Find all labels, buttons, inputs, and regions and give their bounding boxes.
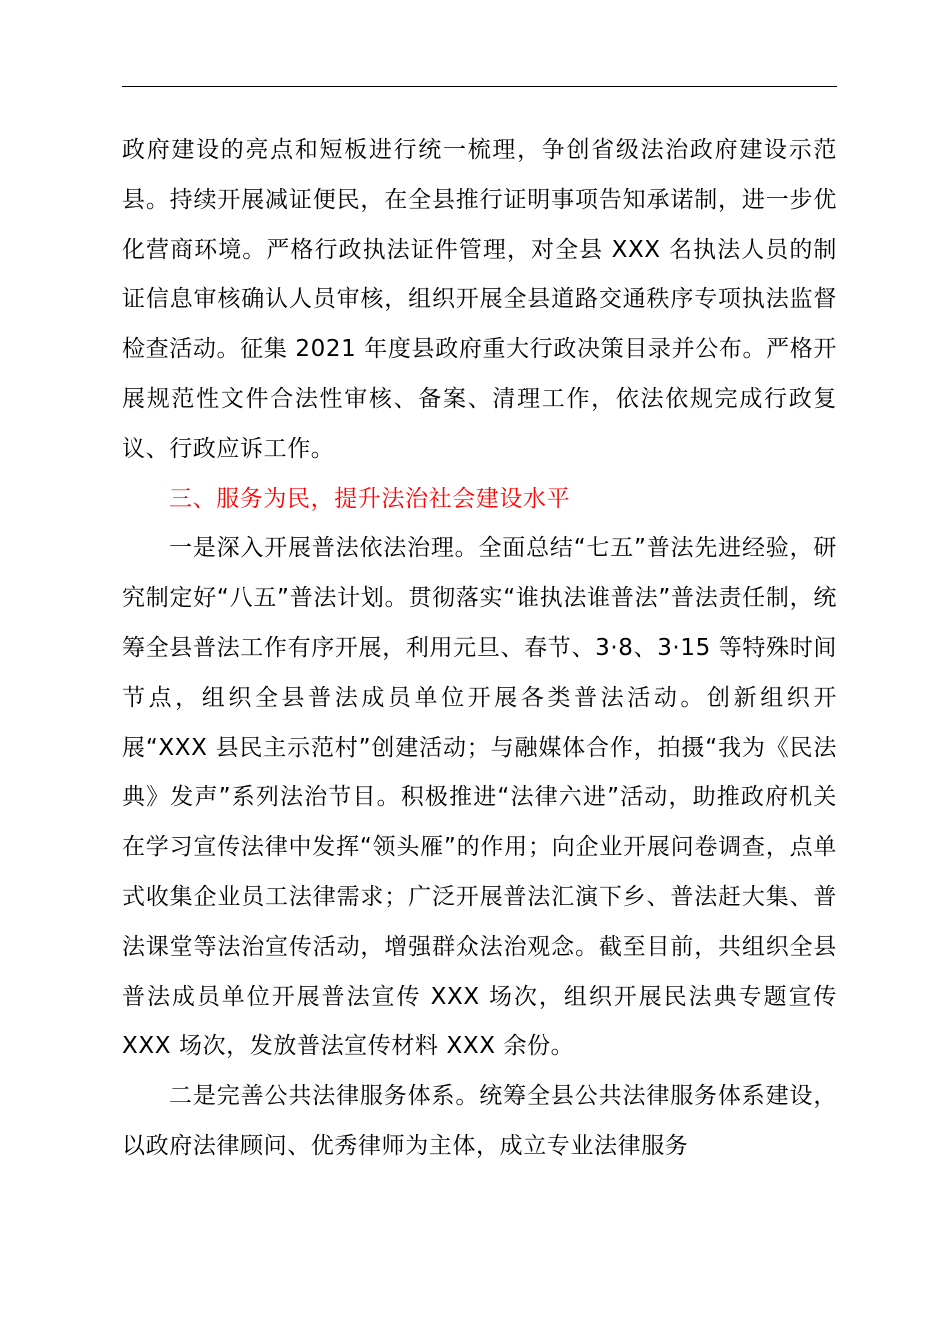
section-heading: 三、服务为民，提升法治社会建设水平 (169, 485, 571, 512)
paragraph-legal-education: 一是深入开展普法依法治理。全面总结“七五”普法先进经验，研究制定好“八五”普法计划。贯彻落实“谁执法谁普法”普法责任制，统筹全县普法工作有序开展，利用元旦、春节、3·8、3·15 等特殊时间节点，组织全县普法成员单位开展各类普法活动。创新组织开展“XXX 县民主示范村”创建活动；与融媒体合作，拍摄“我为《民法典》发声”系列法治节目。积极推进“法律六进”活动，助推政府机关在学习宣传法律中发挥“领头雁”的作用；向企业开展问卷调查，点单式收集企业员工法律需求；广泛开展普法汇演下乡、普法赶大集、普法课堂等法治宣传活动，增强群众法治观念。截至目前，共组织全县普法成员单位开展普法宣传 XXX 场次，组织开展民法典专题宣传 XXX 场次，发放普法宣传材料 XXX 余份。 (122, 535, 837, 1060)
paragraph-continuation: 政府建设的亮点和短板进行统一梳理，争创省级法治政府建设示范县。持续开展减证便民，在全县推行证明事项告知承诺制，进一步优化营商环境。严格行政执法证件管理，对全县 XXX 名执法人员的制证信息审核确认人员审核，组织开展全县道路交通秩序专项执法监督检查活动。征集 2021 年度县政府重大行政决策目录并公布。严格开展规范性文件合法性审核、备案、清理工作，依法依规完成行政复议、行政应诉工作。 (122, 137, 837, 462)
document-body (122, 126, 837, 1172)
header-rule (122, 86, 837, 87)
paragraph-public-legal-service: 二是完善公共法律服务体系。统筹全县公共法律服务体系建设，以政府法律顾问、优秀律师为主体，成立专业法律服务 (122, 1083, 837, 1159)
